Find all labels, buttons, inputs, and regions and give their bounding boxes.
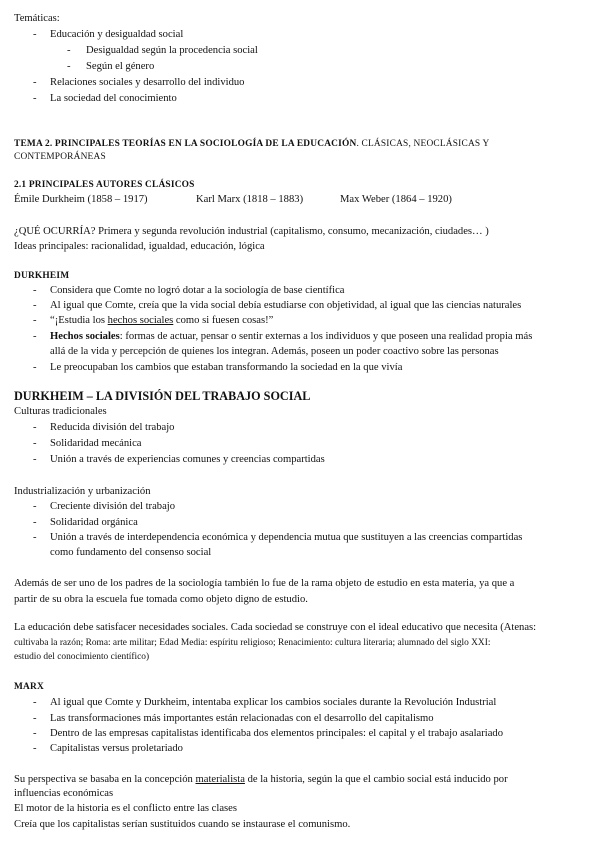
list-item: Según el género [86, 61, 155, 72]
bullet-dash: - [33, 331, 37, 342]
para-start: Su perspectiva se basaba en la concepción [14, 774, 196, 785]
motor-line: El motor de la historia es el conflicto entre las clases [14, 803, 237, 814]
tema2-title-line2: CONTEMPORÁNEAS [14, 152, 106, 162]
list-item: Educación y desigualdad social [50, 29, 184, 40]
list-item [50, 314, 273, 328]
tema2-title [14, 138, 490, 150]
tematicas-title: Temáticas: [14, 13, 60, 24]
list-item [50, 330, 532, 344]
list-item: Dentro de las empresas capitalistas identificaba dos elementos principales: el capital y el trabajo asalariado [50, 728, 504, 739]
quote-end: como si fuesen cosas!” [173, 315, 274, 326]
tradicionales-label: Culturas tradicionales [14, 406, 107, 417]
bullet-dash: - [33, 728, 37, 739]
hechos-sociales-def: : formas de actuar, pensar o sentir externas a los individuos y que poseen una realidad propia más [119, 331, 533, 342]
paragraph-line: partir de su obra la escuela fue tomada como objeto digno de estudio. [14, 594, 308, 605]
bullet-dash: - [33, 438, 37, 449]
division-heading: DURKHEIM – LA DIVISIÓN DEL TRABAJO SOCIAL [14, 389, 311, 403]
list-item: Unión a través de experiencias comunes y creencias compartidas [50, 454, 325, 465]
list-item: Las transformaciones más importantes están relacionadas con el desarrollo del capitalismo [50, 713, 434, 724]
hechos-sociales-bold: Hechos sociales [50, 331, 120, 342]
section-heading: 2.1 PRINCIPALES AUTORES CLÁSICOS [14, 180, 195, 190]
list-item: La sociedad del conocimiento [50, 93, 177, 104]
bullet-dash: - [33, 743, 37, 754]
bullet-dash: - [33, 362, 37, 373]
bullet-dash: - [33, 93, 37, 104]
bullet-dash: - [67, 45, 71, 56]
tema2-title-rest: . CLÁSICAS, NEOCLÁSICAS Y [356, 139, 490, 149]
bullet-dash: - [33, 422, 37, 433]
list-item: Creciente división del trabajo [50, 501, 176, 512]
list-item: Capitalistas versus proletariado [50, 743, 183, 754]
bullet-dash: - [33, 517, 37, 528]
bullet-dash: - [33, 454, 37, 465]
bullet-dash: - [33, 501, 37, 512]
bullet-dash: - [33, 300, 37, 311]
creia-line: Creía que los capitalistas serían sustituidos cuando se instaurase el comunismo. [14, 819, 351, 830]
quote-start: “¡Estudia los [50, 315, 108, 326]
paragraph-line: estudio del conocimiento científico) [14, 652, 150, 662]
marx-heading: MARX [14, 682, 44, 692]
bullet-dash: - [33, 315, 37, 326]
list-item: Considera que Comte no logró dotar a la sociología de base científica [50, 285, 345, 296]
author-durkheim: Émile Durkheim (1858 – 1917) [14, 194, 148, 205]
list-item-continuation: allá de la vida y percepción de quienes los integran. Además, poseen un poder coactivo sobre las personas [50, 346, 499, 357]
paragraph-line [14, 773, 508, 787]
bullet-dash: - [33, 713, 37, 724]
list-item: Desigualdad según la procedencia social [86, 45, 258, 56]
paragraph-line: influencias económicas [14, 788, 114, 799]
author-marx: Karl Marx (1818 – 1883) [196, 194, 304, 205]
industrial-label: Industrialización y urbanización [14, 486, 151, 497]
durkheim-heading: DURKHEIM [14, 271, 70, 281]
author-weber: Max Weber (1864 – 1920) [340, 194, 452, 205]
bullet-dash: - [33, 532, 37, 543]
bullet-dash: - [33, 77, 37, 88]
list-item: Solidaridad mecánica [50, 438, 142, 449]
ideas-line: Ideas principales: racionalidad, igualdad, educación, lógica [14, 241, 265, 252]
list-item: Le preocupaban los cambios que estaban transformando la sociedad en la que vivía [50, 362, 403, 373]
list-item: Reducida división del trabajo [50, 422, 175, 433]
bullet-dash: - [33, 697, 37, 708]
paragraph-line: cultivaba la razón; Roma: arte militar; Edad Media: espíritu religioso; Renacimiento: cultura literaria; alumnado del siglo XXI: [14, 638, 491, 648]
list-item: Unión a través de interdependencia económica y dependencia mutua que sustituyen a las creencias compartidas [50, 532, 523, 543]
bullet-dash: - [67, 61, 71, 72]
paragraph-line: La educación debe satisfacer necesidades sociales. Cada sociedad se construye con el ideal educativo que necesita (Atenas: [14, 622, 537, 633]
tema2-title-bold: TEMA 2. PRINCIPALES TEORÍAS EN LA SOCIOLOGÍA DE LA EDUCACIÓN [14, 139, 357, 149]
paragraph-line: Además de ser uno de los padres de la sociología también lo fue de la rama objeto de estudio en esta materia, ya que a [14, 578, 515, 589]
question-line: ¿QUÉ OCURRÍA? Primera y segunda revolución industrial (capitalismo, consumo, mecanización, ciudades… ) [14, 226, 489, 237]
para-end: de la historia, según la que el cambio social está inducido por [244, 774, 508, 785]
materialista-underline: materialista [195, 774, 245, 785]
bullet-dash: - [33, 29, 37, 40]
bullet-dash: - [33, 285, 37, 296]
list-item: Al igual que Comte, creía que la vida social debía estudiarse con objetividad, al igual que las ciencias naturales [50, 300, 522, 311]
list-item-continuation: como fundamento del consenso social [50, 547, 212, 558]
hechos-sociales-underline: hechos sociales [107, 315, 174, 326]
list-item: Al igual que Comte y Durkheim, intentaba explicar los cambios sociales durante la Revolución Industrial [50, 697, 497, 708]
list-item: Solidaridad orgánica [50, 517, 138, 528]
list-item: Relaciones sociales y desarrollo del individuo [50, 77, 245, 88]
